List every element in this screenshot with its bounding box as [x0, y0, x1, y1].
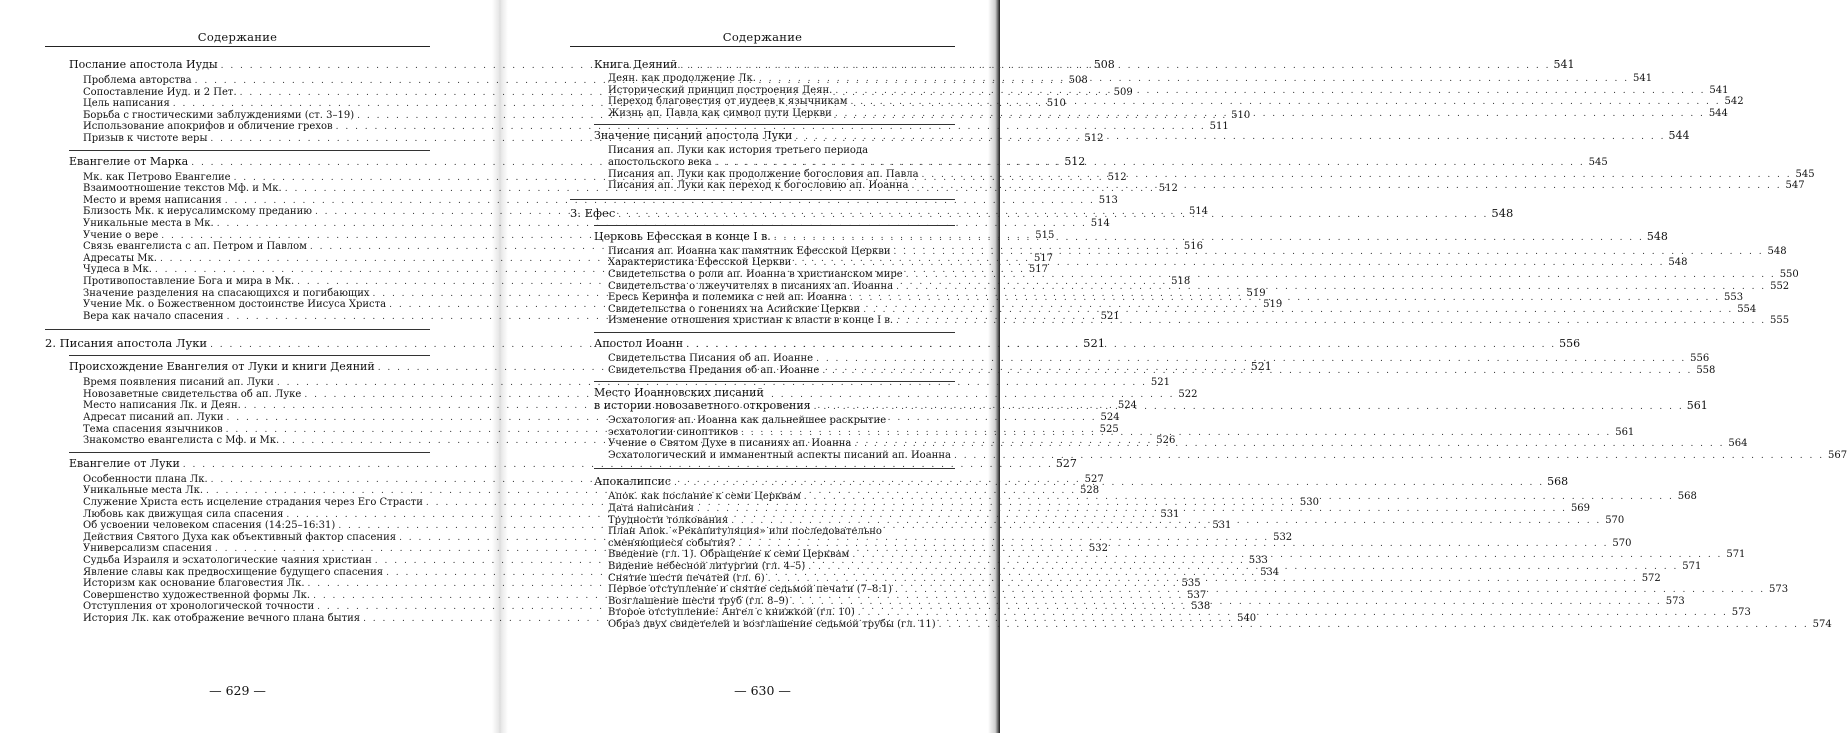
page-number: — 629 — — [209, 683, 266, 698]
toc-entry: Знакомство евангелиста с Мф. и Мк. . . . 526 — [45, 435, 430, 447]
toc-entry: Адресаты Мк. . . . 517 — [45, 253, 430, 265]
toc-entry: Учение о вере . . . 515 — [45, 230, 430, 242]
toc-entry: Свидетельства Писания об ап. Иоанне . . . 556 — [570, 353, 955, 365]
toc-entry: Снятие шести печатей (гл. 6) . . . 572 — [570, 573, 955, 585]
toc-entry: апостольского века . . . 545 — [570, 157, 955, 169]
toc-entry: Новозаветные свидетельства об ап. Луке . . . 522 — [45, 389, 430, 401]
toc-entry: Близость Мк. к иерусалимскому преданию . . . 514 — [45, 206, 430, 218]
toc-entry: Тема спасения язычников . . . 525 — [45, 424, 430, 436]
toc-entry: Переход благовестия от иудеев к язычникам . . . 542 — [570, 96, 955, 108]
section-rule — [594, 332, 955, 333]
toc-entry: Учение о Святом Духе в писаниях ап. Иоанна . . . 564 — [570, 438, 955, 450]
toc-entry: Евангелие от Луки . . . 527 — [45, 457, 430, 470]
toc-entry: Деян. как продолжение Лк. . . . 541 — [570, 73, 955, 85]
toc-entry: Свидетельства о роли ап. Иоанна в христианском мире . . . 550 — [570, 269, 955, 281]
toc-entry: в истории новозаветного откровения . . . 561 — [570, 399, 955, 412]
toc-entry: Жизнь ап. Павла как символ пути Церкви . . . 544 — [570, 108, 955, 120]
toc-entry: Эсхатологический и имманентный аспекты писаний ап. Иоанна . . . 567 — [570, 450, 955, 462]
toc-entry: Сопоставление Иуд. и 2 Пет. . . . 509 — [45, 87, 430, 99]
toc-entry: Исторический принцип построения Деян. . . . 541 — [570, 85, 955, 97]
toc-chapter: 3. Ефес . . . 548 — [570, 206, 955, 220]
toc-chapter: 2. Писания апостола Луки . . . 521 — [45, 336, 430, 350]
toc-entry: Место написания Лк. и Деян. . . . 524 — [45, 400, 430, 412]
toc-entry: Евангелие от Марка . . . 512 — [45, 155, 430, 168]
toc-entry: Первое отступление и снятие седьмой печати (7–8:1) . . . 573 — [570, 584, 955, 596]
toc-entry: Призыв к чистоте веры . . . 512 — [45, 133, 430, 145]
toc-entry: Противопоставление Бога и мира в Мк. . . . 518 — [45, 276, 430, 288]
toc-entry: Проблема авторства . . . 508 — [45, 75, 430, 87]
chapter-rule — [570, 199, 955, 200]
toc-entry: Введение (гл. 1). Обращение к семи Церквам . . . 571 — [570, 549, 955, 561]
toc-entry: Видение небесной литургии (гл. 4–5) . . . 571 — [570, 561, 955, 573]
toc-entry: Использование апокрифов и обличение грехов . . . 511 — [45, 121, 430, 133]
toc-entry: Служение Христа есть исцеление страдания через Его Страсти . . . 530 — [45, 497, 430, 509]
chapter-rule — [45, 329, 430, 330]
section-rule — [594, 225, 955, 226]
toc-entry: Об усвоении человеком спасения (14:25–16:31) . . . 531 — [45, 520, 430, 532]
running-head: Содержание — [722, 30, 803, 44]
toc-entry: Значение писаний апостола Луки . . . 544 — [570, 129, 955, 142]
toc-entry: Вера как начало спасения . . . 521 — [45, 311, 430, 323]
toc-entry: Ересь Керинфа и полемика с ней ап. Иоанна . . . 553 — [570, 292, 955, 304]
section-rule — [69, 150, 430, 151]
toc-entry: Значение разделения на спасающихся и погибающих . . . 519 — [45, 288, 430, 300]
toc-entry-line: План Апок. «Рекапитуляция» или последовательно — [608, 526, 882, 538]
toc-entry: Апокалипсис . . . 568 — [570, 475, 955, 488]
toc-entry: Историзм как основание благовестия Лк. . . . 535 — [45, 578, 430, 590]
page-number: — 630 — — [734, 683, 791, 698]
toc-entry: Любовь как движущая сила спасения . . . 531 — [45, 509, 430, 521]
toc-entry: Уникальные места Лк. . . . 528 — [45, 485, 430, 497]
toc-entry-line: Место Иоанновских писаний — [594, 386, 764, 400]
toc-entry: История Лк. как отображение вечного плана бытия . . . 540 — [45, 613, 430, 625]
section-rule — [69, 452, 430, 453]
toc-entry: Возглашение шести труб (гл. 8–9) . . . 573 — [570, 596, 955, 608]
toc-entry: Цель написания . . . 510 — [45, 98, 430, 110]
toc-entry: Свидетельства Предания об ап. Иоанне . . . 558 — [570, 365, 955, 377]
toc-entry: Послание апостола Иуды . . . 508 — [45, 58, 430, 71]
toc-entry: Уникальные места в Мк. . . . 514 — [45, 218, 430, 230]
toc-entry: Характеристика Ефесской Церкви . . . 548 — [570, 257, 955, 269]
header-rule — [45, 46, 430, 47]
toc-entry: Явление славы как предвосхищение будущего спасения . . . 534 — [45, 567, 430, 579]
toc-entry-line: Писания ап. Луки как история третьего периода — [608, 145, 869, 157]
section-rule — [594, 124, 955, 125]
toc-entry: Взаимоотношение текстов Мф. и Мк. . . . 512 — [45, 183, 430, 195]
toc-entry: Учение Мк. о Божественном достоинстве Иисуса Христа . . . 519 — [45, 299, 430, 311]
toc-entry: Дата написания . . . 569 — [570, 503, 955, 515]
toc-entry: Церковь Ефесская в конце I в. . . . 548 — [570, 230, 955, 243]
toc-entry: Образ двух свидетелей и возглашение седьмой трубы (гл. 11) . . . 574 — [570, 619, 955, 631]
toc-entry: Трудности толкования . . . 570 — [570, 515, 955, 527]
chapter-rule — [594, 468, 955, 469]
toc-entry: Действия Святого Духа как объективный фактор спасения . . . 532 — [45, 532, 430, 544]
toc-entry: Происхождение Евангелия от Луки и книги Деяний . . . 521 — [45, 360, 430, 373]
header-rule — [570, 46, 955, 47]
toc-entry: эсхатологии синоптиков . . . 561 — [570, 427, 955, 439]
toc-entry: Связь евангелиста с ап. Петром и Павлом . . . 516 — [45, 241, 430, 253]
toc-entry: Универсализм спасения . . . 532 — [45, 543, 430, 555]
toc-entry: Особенности плана Лк. . . . 527 — [45, 474, 430, 486]
toc-entry: Писания ап. Луки как переход к богословию ап. Иоанна . . . 547 — [570, 180, 955, 192]
toc-entry: Свидетельства о лжеучителях в писаниях ап. Иоанна . . . 552 — [570, 281, 955, 293]
toc-entry: Изменение отношения христиан к власти в конце I в. . . . 555 — [570, 315, 955, 327]
toc-entry: Писания ап. Луки как продолжение богословия ап. Павла . . . 545 — [570, 169, 955, 181]
toc-entry: Апостол Иоанн . . . 556 — [570, 337, 955, 350]
running-head: Содержание — [197, 30, 278, 44]
toc-entry: Место и время написания . . . 513 — [45, 195, 430, 207]
toc-entry: Борьба с гностическими заблуждениями (ст. 3–19) . . . 510 — [45, 110, 430, 122]
toc-entry: Второе отступление: Ангел с книжкой (гл. 10) . . . 573 — [570, 607, 955, 619]
toc-entry: Свидетельства о гонениях на Асийские Церкви . . . 554 — [570, 304, 955, 316]
toc-entry: Совершенство художественной формы Лк. . . . 537 — [45, 590, 430, 602]
toc-entry: Время появления писаний ап. Луки . . . 521 — [45, 377, 430, 389]
toc-entry: сменяющиеся события? . . . 570 — [570, 538, 955, 550]
toc-entry: Книга Деяний . . . 541 — [570, 58, 955, 71]
toc-entry: Адресат писаний ап. Луки . . . 524 — [45, 412, 430, 424]
toc-entry: Писания ап. Иоанна как памятник Ефесской Церкви . . . 548 — [570, 246, 955, 258]
section-rule — [69, 355, 430, 356]
toc-entry: Судьба Израиля и эсхатологические чаяния христиан . . . 533 — [45, 555, 430, 567]
toc-entry: Мк. как Петрово Евангелие . . . 512 — [45, 172, 430, 184]
section-rule — [594, 381, 955, 382]
toc-entry-line: Эсхатология ап. Иоанна как дальнейшее раскрытие — [608, 415, 887, 427]
toc-entry: Чудеса в Мк. . . . 517 — [45, 264, 430, 276]
toc-entry: Отступления от хронологической точности . . . 538 — [45, 601, 430, 613]
toc-entry: Апок. как послание к семи Церквам . . . 568 — [570, 491, 955, 503]
